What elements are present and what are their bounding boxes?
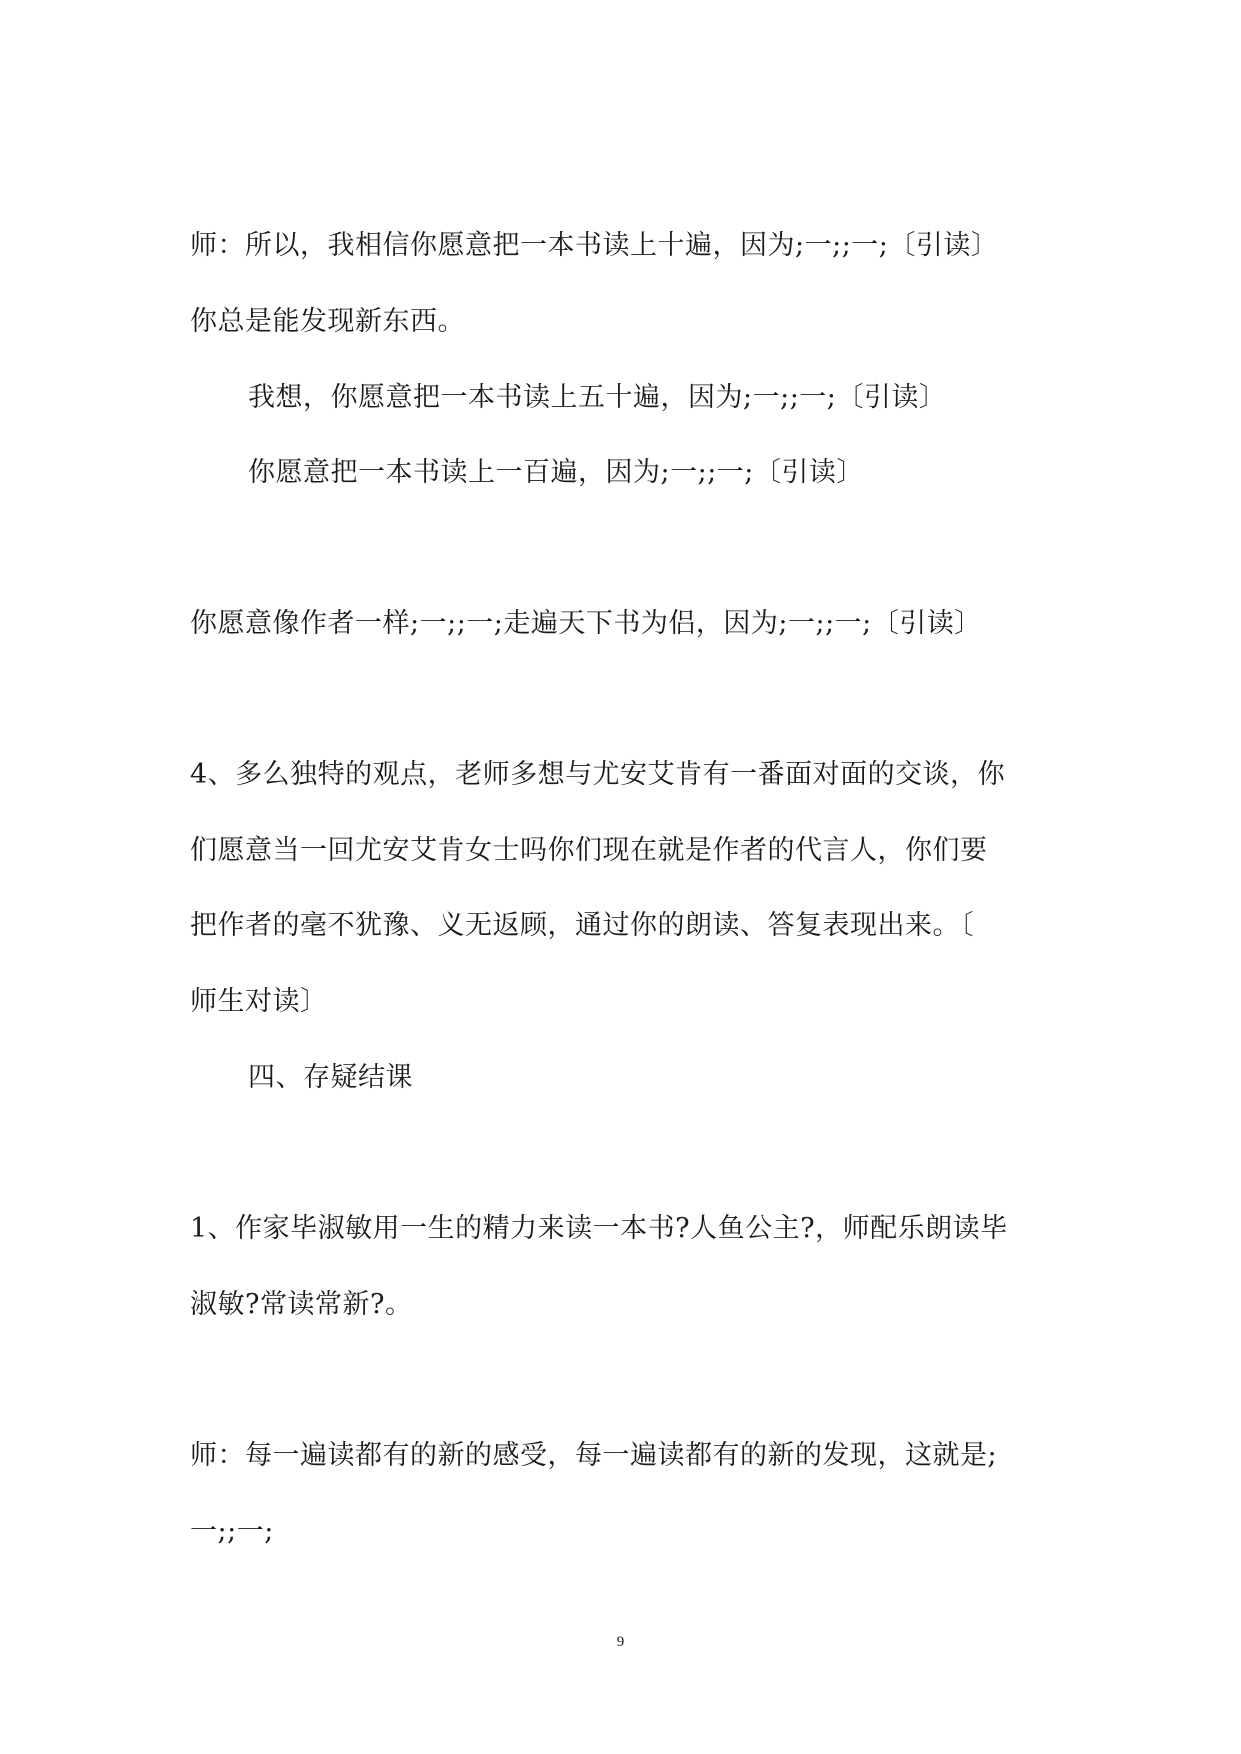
text-line-13: 师：每一遍读都有的新的感受，每一遍读都有的新的发现，这就是; — [190, 1440, 998, 1471]
text-line-8: 把作者的毫不犹豫、义无返顾，通过你的朗读、答复表现出来。〔 — [190, 910, 974, 941]
text-line-2: 你总是能发现新东西。 — [190, 306, 465, 337]
text-line-4: 你愿意把一本书读上一百遍，因为;一;;一;〔引读〕 — [248, 457, 864, 488]
text-line-11: 1、作家毕淑敏用一生的精力来读一本书?人鱼公主?，师配乐朗读毕 — [190, 1213, 1008, 1244]
page-number: 9 — [616, 1634, 625, 1650]
text-line-3: 我想，你愿意把一本书读上五十遍，因为;一;;一;〔引读〕 — [248, 382, 947, 413]
text-line-14: 一;;一; — [190, 1516, 274, 1547]
text-line-1: 师：所以，我相信你愿意把一本书读上十遍，因为;一;;一;〔引读〕 — [190, 230, 999, 261]
text-line-6: 4、多么独特的观点，老师多想与尤安艾肯有一番面对面的交谈，你 — [190, 759, 1006, 790]
text-line-9: 师生对读〕 — [190, 986, 328, 1017]
section-heading: 四、存疑结课 — [248, 1062, 413, 1093]
text-line-5: 你愿意像作者一样;一;;一;走遍天下书为侣，因为;一;;一;〔引读〕 — [190, 608, 982, 639]
text-line-12: 淑敏?常读常新?。 — [190, 1289, 413, 1320]
text-line-7: 们愿意当一回尤安艾肯女士吗你们现在就是作者的代言人，你们要 — [190, 835, 988, 866]
